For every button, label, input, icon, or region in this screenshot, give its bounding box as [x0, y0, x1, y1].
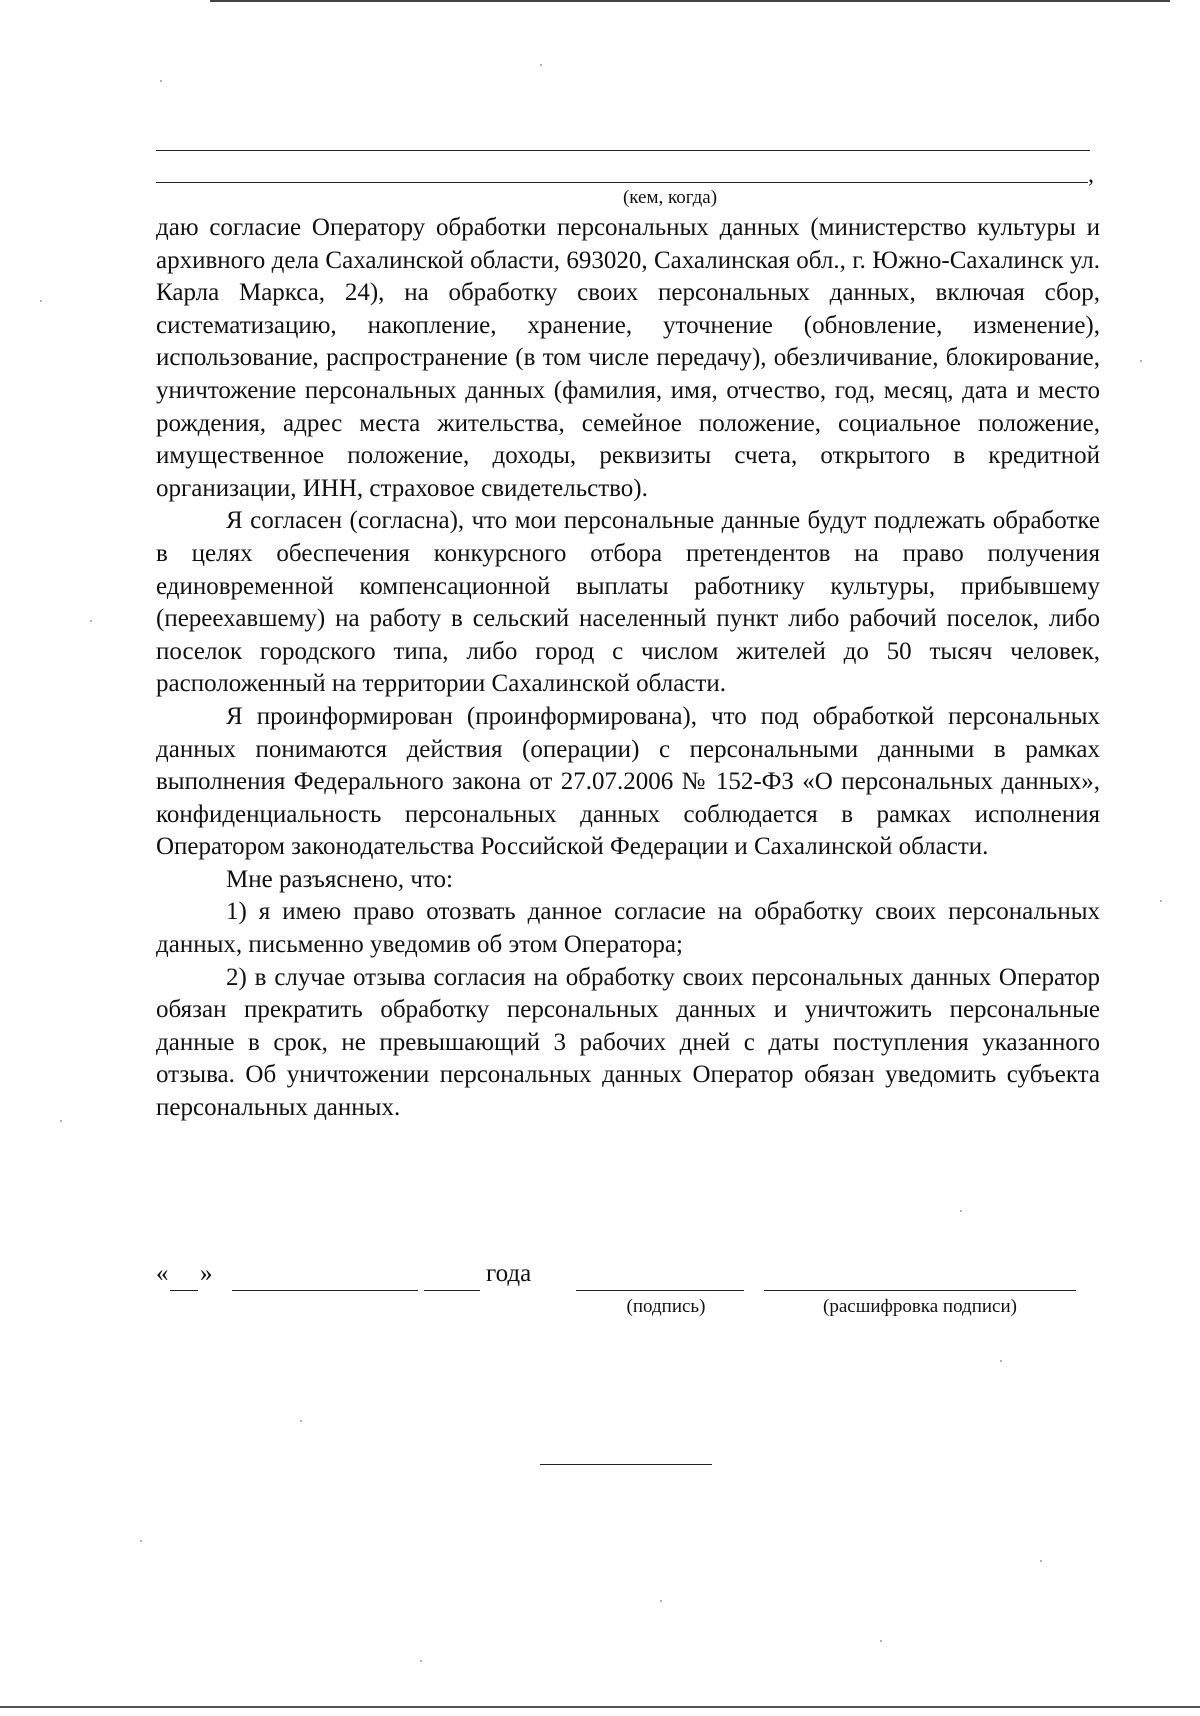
scan-speck	[140, 1540, 142, 1542]
signature-row	[156, 1260, 1100, 1300]
scan-speck	[960, 1210, 962, 1212]
fill-line-1	[156, 150, 1090, 151]
signature-decoding-hint: (расшифровка подписи)	[823, 1296, 1017, 1317]
signature-decoding-blank	[764, 1290, 1076, 1291]
scan-speck	[90, 620, 92, 622]
scan-speck	[1000, 1360, 1002, 1362]
signature-blank	[576, 1290, 744, 1291]
scan-speck	[60, 1120, 62, 1122]
scan-speck	[880, 1640, 882, 1642]
consent-item-2: 2) в случае отзыва согласия на обработку своих персональных данных Оператор обязан прекратить обработку персональных данных и уничтожить персональные данные в срок, не превышающий 3 рабочих дней с даты поступления указанного отзыва. Об уничтожении персональных данных Оператор обязан уведомить субъекта персональных данных.	[156, 963, 1100, 1122]
consent-paragraph-purpose: Я согласен (согласна), что мои персональные данные будут подлежать обработке в целях обеспечения конкурсного отбора претендентов на право получения единовременной компенсационной выплаты работнику культуры, прибывшему (переехавшему) на работу в сельский населенный пункт либо рабочий поселок, либо поселок городского типа, либо город с числом жителей до 50 тысяч человек, расположенный на территории Сахалинской области.	[156, 507, 1100, 698]
scan-speck	[1140, 360, 1142, 362]
scan-speck	[1040, 1560, 1042, 1562]
fill-line-2	[156, 182, 1088, 183]
closing-separator	[540, 1464, 712, 1465]
date-year-word: года	[486, 1260, 532, 1287]
fill-line-comma: ,	[1088, 162, 1094, 188]
scan-edge-bottom	[0, 1706, 1200, 1708]
date-day-blank	[170, 1290, 198, 1291]
date-month-blank	[232, 1290, 418, 1291]
consent-paragraph-operator: даю согласие Оператору обработки персональных данных (министерство культуры и архивного дела Сахалинской области, 693020, Сахалинская обл., г. Южно-Сахалинск ул. Карла Маркса, 24), на обработку своих персональных данных, включая сбор, систематизацию, накопление, хранение, уточнение (обновление, изменение), использование, распространение (в том числе передачу), обезличивание, блокирование, уничтожение персональных данных (фамилия, имя, отчество, год, месяц, дата и место рождения, адрес места жительства, семейное положение, социальное положение, имущественное положение, доходы, реквизиты счета, открытого в кредитной организации, ИНН, страховое свидетельство).	[156, 214, 1100, 502]
scan-speck	[300, 1420, 302, 1422]
scan-speck	[420, 1660, 422, 1662]
scan-speck	[540, 64, 542, 66]
scan-speck	[1160, 900, 1162, 902]
scan-edge-top	[210, 0, 1170, 2]
date-quote-open: «	[156, 1260, 169, 1287]
scan-speck	[160, 80, 162, 82]
date-year-blank	[424, 1290, 480, 1291]
consent-body	[156, 212, 1100, 1125]
scan-speck	[660, 1600, 662, 1602]
consent-item-1: 1) я имею право отозвать данное согласие на обработку своих персональных данных, письменно уведомив об этом Оператора;	[156, 898, 1100, 959]
date-quote-close: »	[200, 1260, 213, 1287]
fill-hint-who-when: (кем, когда)	[622, 187, 718, 208]
signature-hint: (подпись)	[626, 1296, 706, 1317]
consent-paragraph-explained: Мне разъяснено, что:	[226, 865, 453, 893]
consent-paragraph-informed: Я проинформирован (проинформирована), что под обработкой персональных данных понимаются действия (операции) с персональными данными в рамках выполнения Федерального закона от 27.07.2006 № 152-ФЗ «О персональных данных», конфиденциальность персональных данных соблюдается в рамках исполнения Оператором законодательства Российской Федерации и Сахалинской области.	[156, 702, 1100, 861]
scan-speck	[40, 300, 42, 302]
